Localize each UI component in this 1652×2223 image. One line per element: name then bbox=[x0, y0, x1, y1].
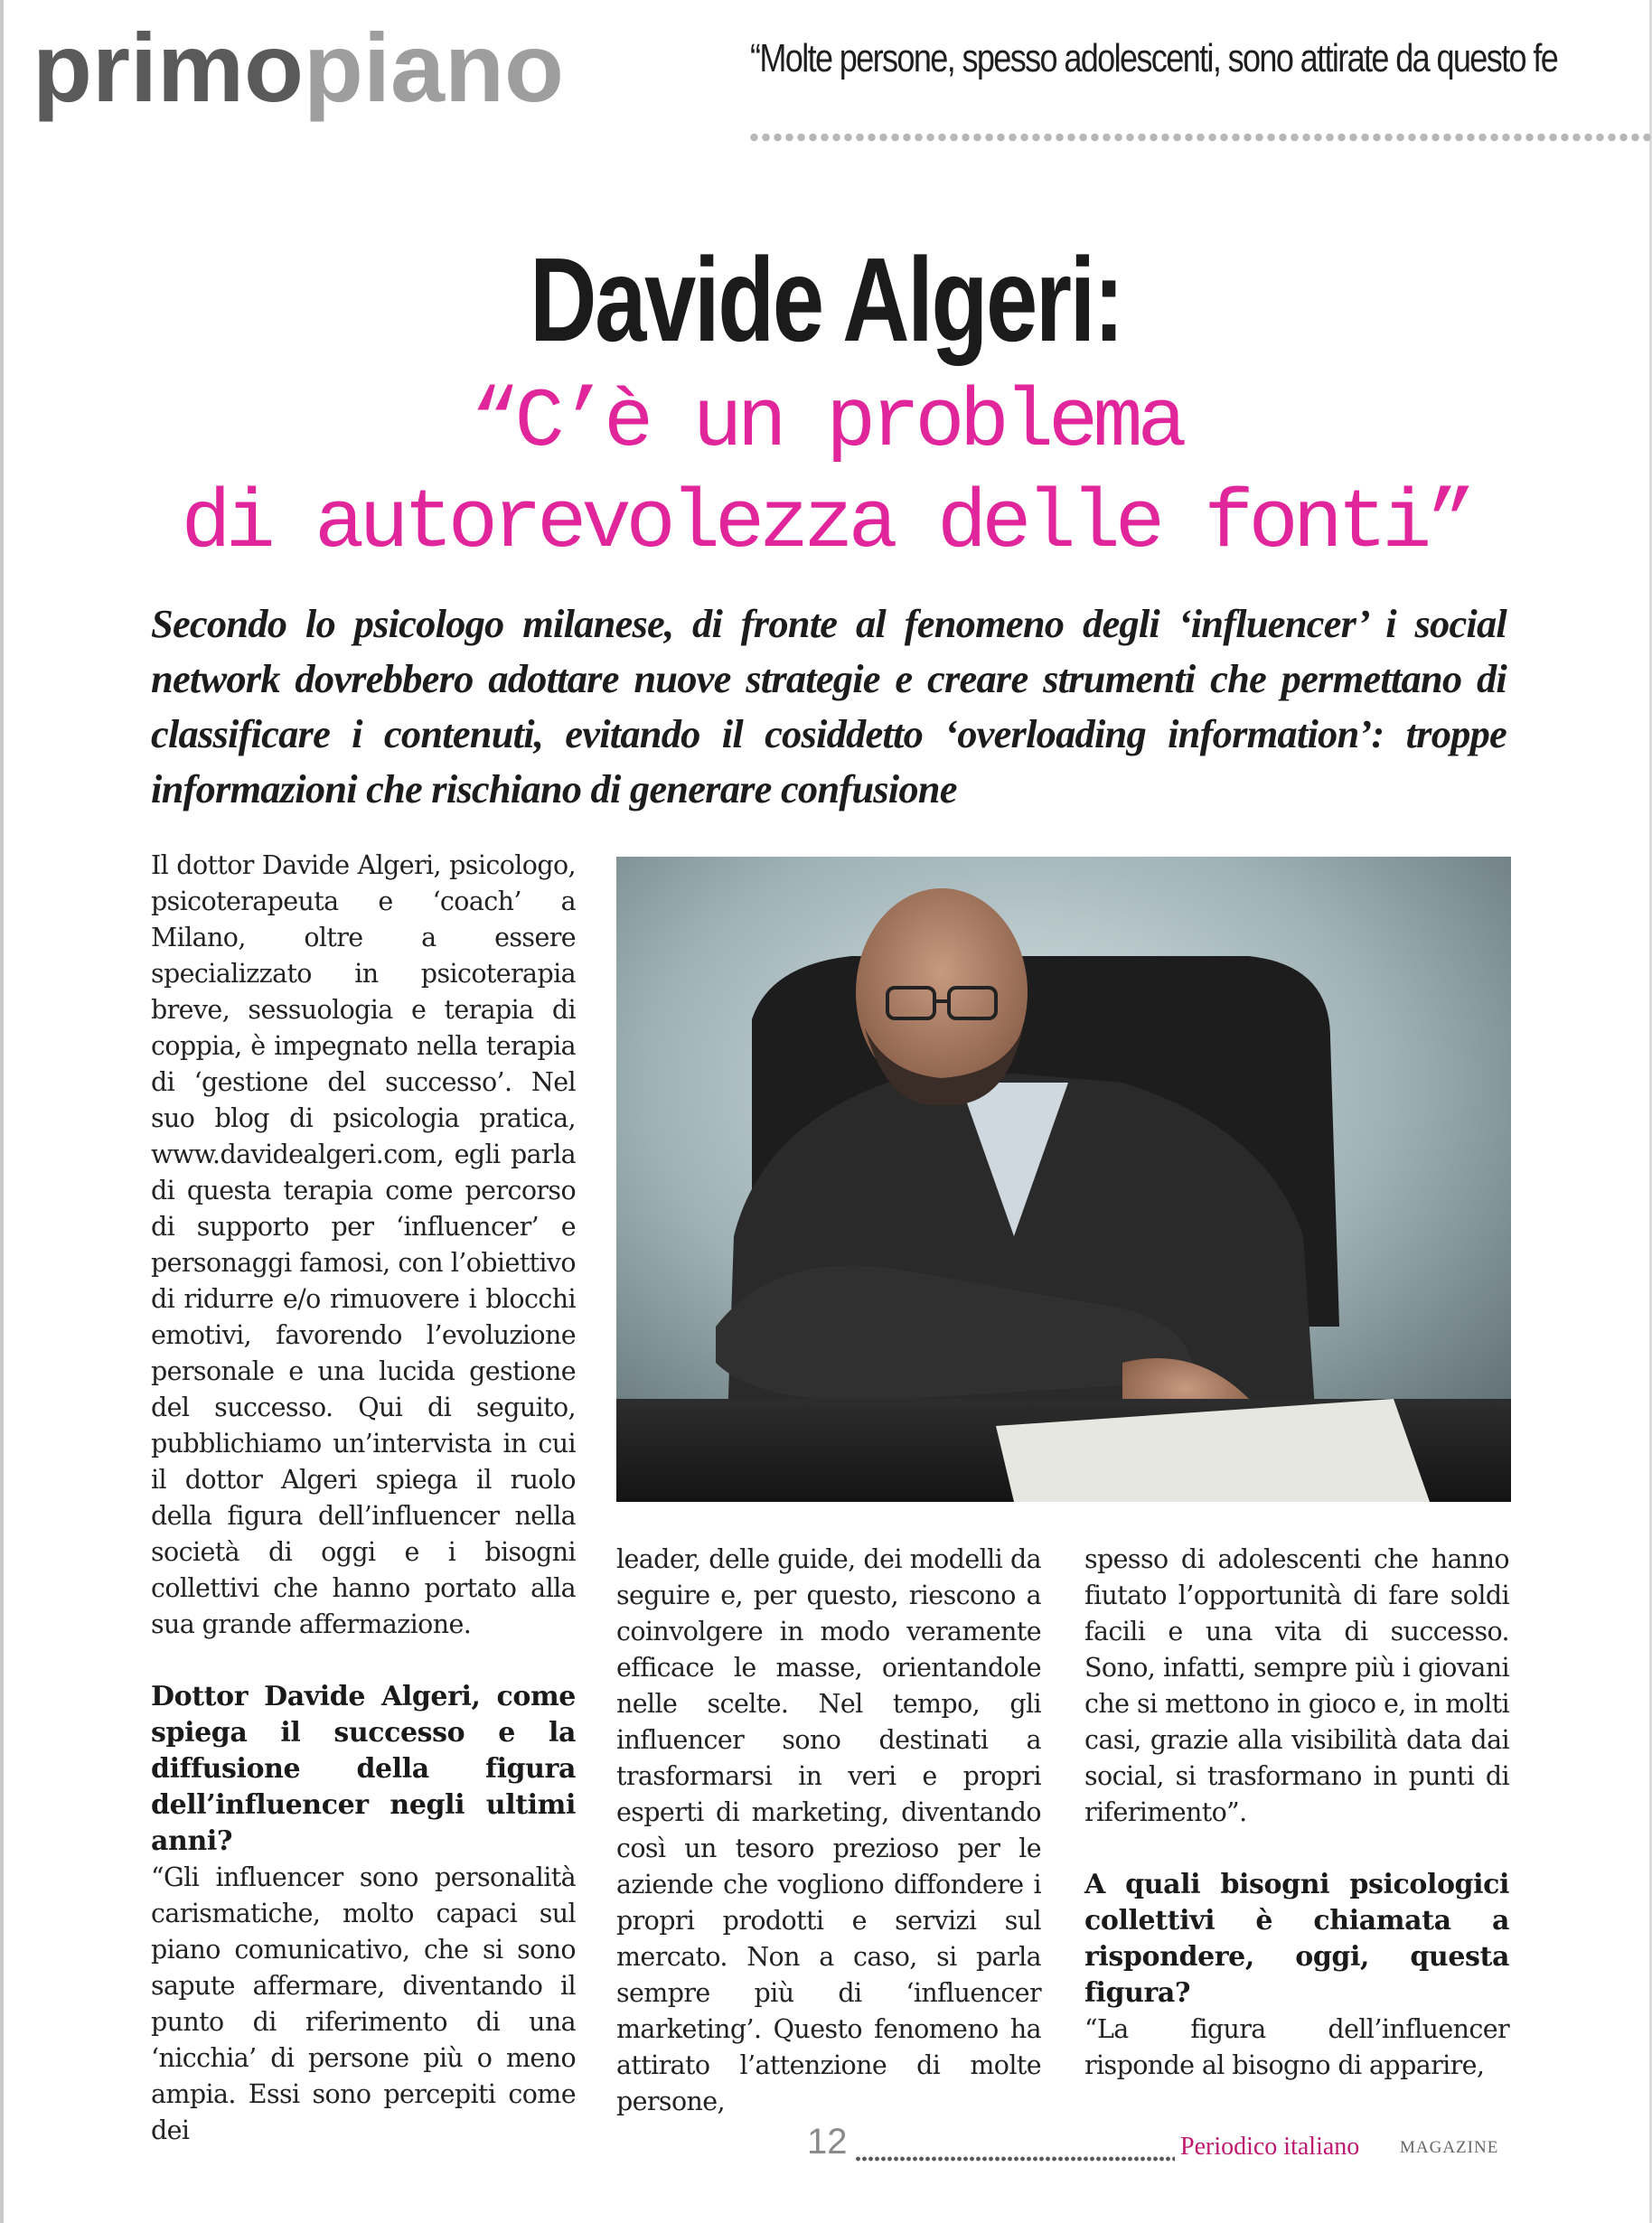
section-logo-word1: primo bbox=[33, 13, 305, 122]
section-logo bbox=[33, 13, 564, 122]
answer-1-part-1: “Gli influencer sono personalità carismatiche, molto capaci sul piano comunicativo, che si sono sapute affermare, diventando il punto di riferimento di una ‘nicchia’ di persone più o meno ampia. Essi sono percepiti come dei bbox=[151, 1862, 576, 2145]
answer-1-part-2: leader, delle guide, dei modelli da seguire e, per questo, riescono a coinvolgere in modo veramente efficace le masse, orientandole nelle scelte. Nel tempo, gli influencer sono destinati a trasformarsi in veri e propri esperti di marketing, diventando così un tesoro prezioso per le aziende che vogliono diffondere i propri prodotti e servizi sul mercato. Non a caso, si parla sempre più di ‘influencer marketing’. Questo fenomeno ha attirato l’attenzione di molte persone, bbox=[616, 1544, 1041, 2116]
header-dotted-rule bbox=[748, 132, 1652, 143]
answer-2-part-1: “La figura dell’influencer risponde al bisogno di apparire, bbox=[1084, 2014, 1509, 2080]
header-pull-quote: “Molte persone, spesso adolescenti, sono attirate da questo fe bbox=[750, 36, 1558, 80]
text-column-1 bbox=[151, 848, 576, 2149]
article-title: Davide Algeri: bbox=[530, 233, 1122, 366]
magazine-label: MAGAZINE bbox=[1400, 2138, 1499, 2157]
interview-question-2: A quali bisogni psicologici collettivi è chiamata a rispondere, oggi, questa figura? bbox=[1084, 1869, 1509, 2009]
article-standfirst: Secondo lo psicologo milanese, di fronte al fenomeno degli ‘influencer’ i social network dovrebbero adottare nuove strategie e creare strumenti che permettano di classificare i contenuti, evitando il cosiddetto ‘overloading information’: troppe informazioni che rischiano di generare confusione bbox=[151, 601, 1507, 811]
section-logo-word2: piano bbox=[304, 13, 564, 122]
text-column-2 bbox=[616, 1542, 1041, 2120]
subtitle-line-1: “C’è un problema bbox=[470, 375, 1182, 470]
page-number: 12 bbox=[807, 2122, 848, 2162]
subtitle-line-2: di autorevolezza delle fonti” bbox=[181, 476, 1471, 571]
portrait-photo bbox=[616, 857, 1511, 1502]
page-edge-left bbox=[0, 0, 4, 2223]
text-column-3 bbox=[1084, 1542, 1509, 2084]
footer-dotted-leader bbox=[855, 2155, 1175, 2162]
intro-paragraph: Il dottor Davide Algeri, psicologo, psicoterapeuta e ‘coach’ a Milano, oltre a essere specializzato in psicoterapia breve, sessuologia e terapia di coppia, è impegnato nella terapia di ‘gestione del successo’. Nel suo blog di psicologia pratica, www.davidealgeri.com, egli parla di questa terapia come percorso di supporto per ‘influencer’ e personaggi famosi, con l’obiettivo di ridurre e/o rimuovere i blocchi emotivi, favorendo l’evoluzione personale e una lucida gestione del successo. Qui di seguito, pubblichiamo un’intervista in cui il dottor Algeri spiega il ruolo della figura dell’influencer nella società di oggi e i bisogni collettivi che hanno portato alla sua grande affermazione. bbox=[151, 850, 576, 1639]
article-subtitle bbox=[0, 372, 1652, 575]
answer-1-part-3: spesso di adolescenti che hanno fiutato l’opportunità di fare soldi facili e una vita di successo. Sono, infatti, sempre più i giovani che si mettono in gioco e, in molti casi, grazie alla visibilità data dai social, si trasformano in punti di riferimento”. bbox=[1084, 1544, 1509, 1827]
magazine-name: Periodico italiano bbox=[1180, 2133, 1360, 2161]
interview-question-1: Dottor Davide Algeri, come spiega il successo e la diffusione della figura dell’influencer negli ultimi anni? bbox=[151, 1681, 576, 1857]
